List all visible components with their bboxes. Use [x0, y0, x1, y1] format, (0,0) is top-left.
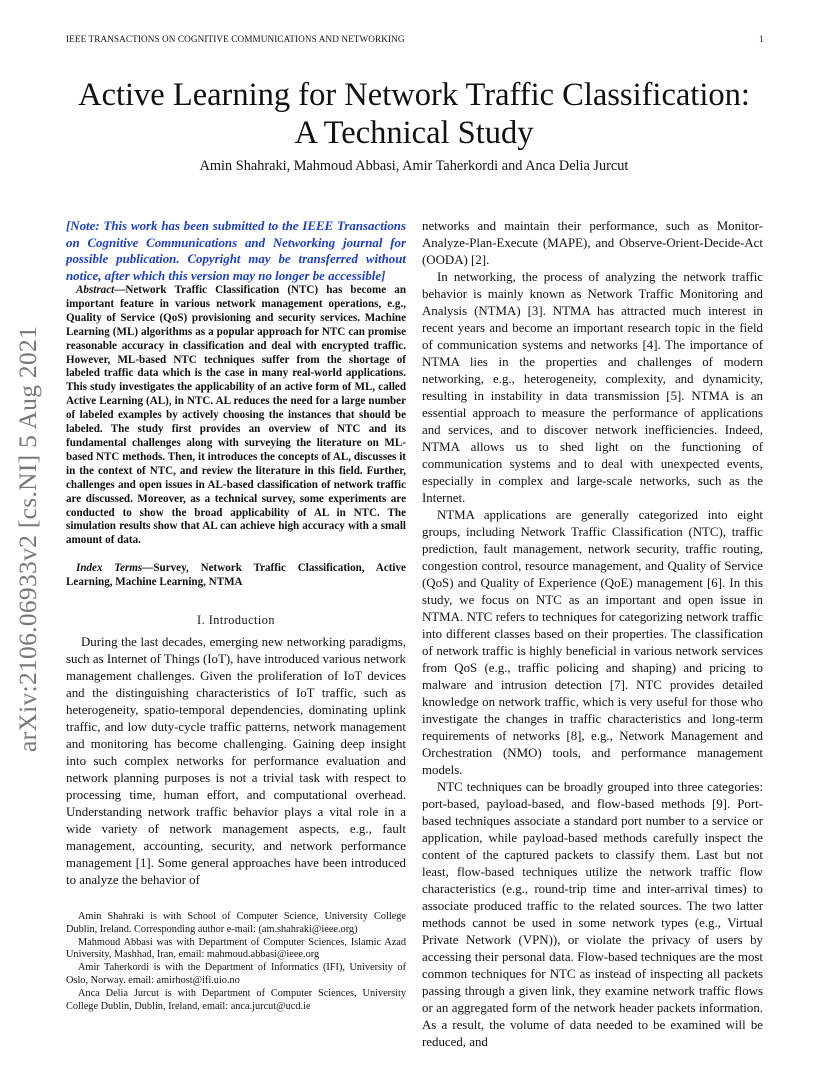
authors: Amin Shahraki, Mahmoud Abbasi, Amir Taherkordi and Anca Delia Jurcut [199, 158, 629, 174]
footnote: Anca Delia Jurcut is with Department of Computer Sciences, University College Dublin, Dublin, Ireland, email: anca.jurcut@ucd.ie [66, 987, 406, 1012]
footnote: Mahmoud Abbasi was with Department of Computer Sciences, Islamic Azad University, Mashhad, Iran, email: mahmoud.abbasi@ieee.org [66, 936, 406, 961]
abstract-label: Abstract [76, 284, 115, 296]
body-paragraph: In networking, the process of analyzing the network traffic behavior is mainly known as Network Traffic Monitoring and Analysis (NTMA) [3]. NTMA has attracted much interest in recent years and become an important research topic in the field of communication systems and networks [4]. The importance of NTMA lies in the properties and challenges of modern networking, e.g., heterogeneity, complexity, and dynamicity, resulting in instability in data transmission [5]. NTMA is an essential approach to measure the performance of applications and services, and to discover network inefficiencies. Indeed, NTMA allows us to shed light on the functioning of communication systems and to deal with unexpected events, especially in complex and large-scale networks, such as the Internet. [422, 270, 763, 505]
title-line-1: Active Learning for Network Traffic Classification: [78, 77, 750, 113]
running-header: IEEE TRANSACTIONS ON COGNITIVE COMMUNICATIONS AND NETWORKING [66, 34, 405, 44]
page-number: 1 [759, 34, 764, 44]
arxiv-identifier: arXiv:2106.06933v2 [cs.NI] 5 Aug 2021 [13, 325, 42, 752]
section-heading: I. Introduction [197, 613, 275, 628]
abstract [66, 284, 406, 548]
body-paragraph: networks and maintain their performance, such as Monitor-Analyze-Plan-Execute (MAPE), and Observe-Orient-Decide-Act (OODA) [2]. [422, 219, 763, 267]
body-paragraph: NTMA applications are generally categorized into eight groups, including Network Traffic Classification (NTC), traffic prediction, fault management, network security, traffic routing, congestion control, resource management, and Quality of Service (QoS) and Quality of Experience (QoE) management [6]. In this study, we focus on NTC as an important and open issue in NTMA. NTC refers to techniques for categorizing network traffic into different classes based on their properties. The classification of network traffic is highly beneficial in various network services from QoS (e.g., traffic policing and shaping) and pricing to malware and intrusion detection [7]. NTC provides detailed knowledge on network traffic, which is very useful for those who investigate the changes in traffic characteristics and long-term requirements of networks [8], e.g., Network Management and Orchestration (NMO) tools, and performance management models. [422, 508, 763, 777]
body-paragraph: NTC techniques can be broadly grouped into three categories: port-based, payload-based, and flow-based methods [9]. Port-based techniques associate a standard port number to a service or application, while payload-based methods carefully inspect the content of the captured packets to classify them. Last but not least, flow-based techniques utilize the network traffic flow characteristics (e.g., round-trip time and inter-arrival times) to associate produced traffic to the related sources. The two latter methods cannot be used in some network types (e.g., Virtual Private Network (VPN)), or violate the privacy of users by accessing their personal data. Flow-based techniques are the most common techniques for NTC as instead of inspecting all packets passing through a given link, they examine network traffic flows or an aggregated form of the network header packets information. As a result, the volume of data needed to be examined will be reduced, and [422, 780, 763, 1049]
paper-title [40, 76, 788, 152]
footnote: Amir Taherkordi is with the Department of Informatics (IFI), University of Oslo, Norway. email: amirhost@ifi.uio.no [66, 962, 406, 986]
author-footnotes [66, 911, 406, 1013]
abstract-text: —Network Traffic Classification (NTC) has become an important feature in various network management operations, e.g., Quality of Service (QoS) provisioning and security services. Machine Learning (ML) algorithms as a popular approach for NTC can promise reasonable accuracy in classification and deal with encrypted traffic. However, ML-based NTC techniques suffer from the shortage of labeled traffic data which is the case in many real-world applications. This study investigates the applicability of an active form of ML, called Active Learning (AL), in NTC. AL reduces the need for a large number of labeled examples by actively choosing the instances that should be labeled. The study first provides an overview of NTC and its fundamental challenges along with surveying the literature on ML-based NTC methods. Then, it introduces the concepts of AL, discusses it in the context of NTC, and review the literature in this field. Further, challenges and open issues in AL-based classification of network traffic are discussed. Moreover, as a technical survey, some experiments are conducted to show the broad applicability of AL in NTC. The simulation results show that AL can achieve high accuracy with a small amount of data. [66, 284, 406, 547]
left-column [66, 218, 406, 889]
intro-paragraph: During the last decades, emerging new networking paradigms, such as Internet of Things (IoT), have introduced various network management challenges. Given the proliferation of IoT devices and the distinguishing characteristics of IoT traffic, such as heterogeneity, spatio-temporal dependencies, dominating uplink traffic, and low duty-cycle traffic patterns, network management and monitoring has become challenging. Gaining deep insight into such complex networks for performance evaluation and network planning purposes is not a trivial task with respect to processing time, human effort, and computational overhead. Understanding network traffic behavior plays a vital role in a wide variety of network management aspects, e.g., fault management, accounting, security, and network performance management [1]. Some general approaches have been introduced to analyze the behavior of [66, 635, 406, 888]
title-line-2: A Technical Study [294, 115, 534, 151]
footnote: Amin Shahraki is with School of Computer Science, University College Dublin, Ireland. Corresponding author e-mail: (am.shahraki@ieee.org) [66, 911, 406, 935]
submission-note: [Note: This work has been submitted to the IEEE Transactions on Cognitive Communications and Networking journal for possible publication. Copyright may be transferred without notice, after which this version may no longer be accessible] [66, 219, 406, 283]
arxiv-sidebar-stamp[interactable] [8, 296, 48, 752]
right-column [422, 218, 763, 1051]
index-terms-text: —Survey, Network Traffic Classification, Active Learning, Machine Learning, NTMA [66, 562, 406, 589]
index-terms [66, 562, 406, 590]
index-terms-label: Index Terms [76, 562, 143, 575]
